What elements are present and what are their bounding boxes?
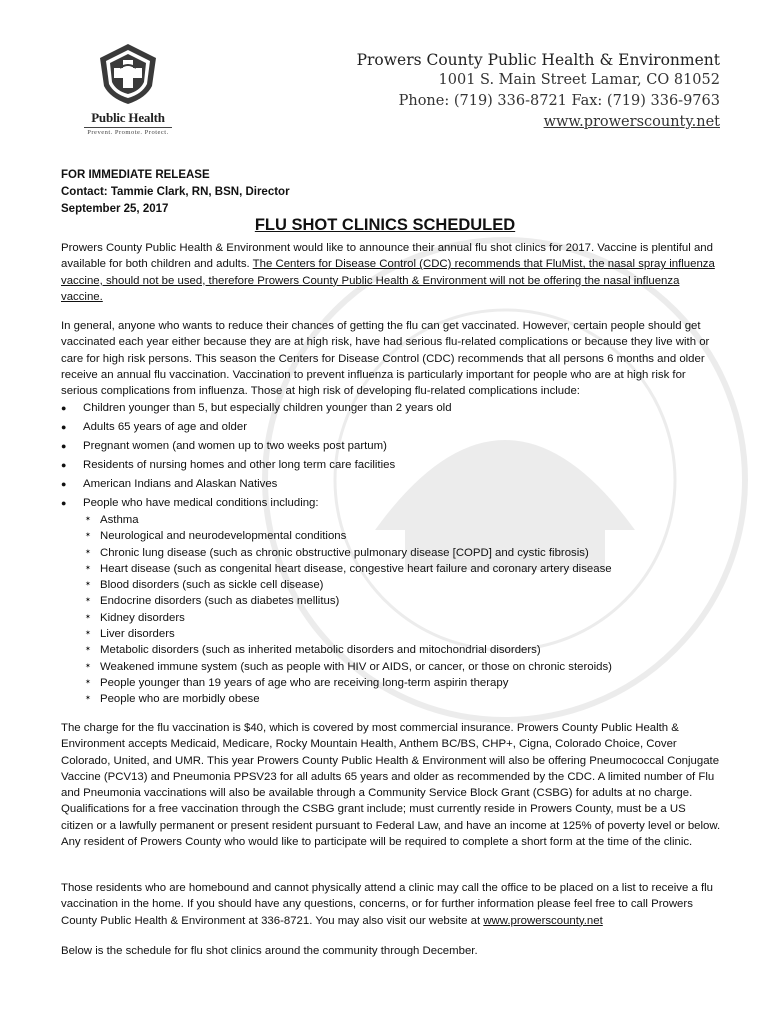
logo-tagline: Prevent. Promote. Protect. (87, 129, 169, 136)
shield-cross-icon (96, 42, 160, 106)
schedule-intro-paragraph (61, 943, 721, 959)
org-phone-fax: Phone: (719) 336-8721 Fax: (719) 336-9763 (398, 93, 720, 109)
release-date: September 25, 2017 (61, 203, 169, 215)
intro-text: Prowers County Public Health & Environment would like to announce their annual flu shot clinics for 2017. Vaccine is plentiful and available for both children and adults. (61, 242, 713, 271)
intro-paragraph (61, 240, 721, 305)
pricing-paragraph (61, 720, 721, 850)
release-contact: Contact: Tammie Clark, RN, BSN, Director (61, 186, 290, 198)
list-item: ✶ Kidney disorders (84, 610, 724, 626)
release-info (61, 167, 290, 218)
list-item: ● Children younger than 5, but especially children younger than 2 years old (61, 399, 721, 418)
risk-intro-paragraph (61, 318, 721, 399)
public-health-logo (78, 42, 178, 136)
website-link[interactable]: www.prowerscounty.net (483, 914, 603, 927)
headline: FLU SHOT CLINICS SCHEDULED (254, 216, 516, 234)
condition-list (84, 512, 724, 708)
org-contact-block (357, 51, 720, 133)
pricing-text: The charge for the flu vaccination is $40, which is covered by most commercial insurance. Prowers County Public Health & Environment accepts Medicaid, Medicare, Rocky Mountain Health, Anthem BC/BS, CHP+, Cigna, Colorado Choice, Cover Colorado, United, and UMR. This year Prowers County Public Health & Environment will also be offering Pneumococcal Conjugate Vaccine (PCV13) and Pneumonia PPSV23 for all adults 65 years and older as recommended by the CDC. A limited number of Flu and Pneumonia vaccinations will also be available through a Community Service Block Grant (CSBG) for adults at no charge. Qualifications for a free vaccination through the CSBG grant include; must currently reside in Prowers County, must be a US citizen or a lawfully permanent or present resident pursuant to Federal Law, and have an income at 125% of poverty level or below. Any resident of Prowers County who would like to participate will be required to complete a short form at the time of the clinic. (61, 722, 721, 849)
risk-groups (61, 399, 721, 513)
list-item: ✶ Weakened immune system (such as people with HIV or AIDS, or cancer, or those on chronic steroids) (84, 659, 724, 675)
list-item: ● American Indians and Alaskan Natives (61, 475, 721, 494)
homebound-text: Those residents who are homebound and cannot physically attend a clinic may call the office to be placed on a list to receive a flu vaccination in the home. If you should have any questions, concerns, or for further information please feel free to call Prowers County Public Health & Environment at 336-8721. You may also visit our website at (61, 882, 713, 927)
list-item: ✶ Asthma (84, 512, 724, 528)
release-label: FOR IMMEDIATE RELEASE (61, 169, 210, 181)
org-address: 1001 S. Main Street Lamar, CO 81052 (438, 72, 720, 88)
list-item: ✶ Chronic lung disease (such as chronic obstructive pulmonary disease [COPD] and cystic fibrosis) (84, 545, 724, 561)
homebound-paragraph (61, 880, 721, 929)
list-item: ✶ Heart disease (such as congenital heart disease, congestive heart failure and coronary artery disease (84, 561, 724, 577)
flumist-notice: The Centers for Disease Control (CDC) recommends that FluMist, the nasal spray influenza vaccine, should not be used, therefore Prowers County Public Health & Environment will not be offering the nasal influenza vaccine. (61, 258, 715, 303)
list-item: ✶ Blood disorders (such as sickle cell disease) (84, 577, 724, 593)
list-item: ● People who have medical conditions including: (61, 494, 721, 513)
risk-group-list (61, 399, 721, 513)
org-name: Prowers County Public Health & Environment (356, 51, 720, 69)
logo-title: Public Health (91, 110, 165, 125)
list-item: ● Adults 65 years of age and older (61, 418, 721, 437)
list-item: ✶ People younger than 19 years of age who are receiving long-term aspirin therapy (84, 675, 724, 691)
list-item: ● Residents of nursing homes and other long term care facilities (61, 456, 721, 475)
logo-divider (84, 127, 172, 128)
schedule-intro-text: Below is the schedule for flu shot clinics around the community through December. (61, 945, 478, 957)
list-item: ✶ Neurological and neurodevelopmental conditions (84, 528, 724, 544)
list-item: ● Pregnant women (and women up to two weeks post partum) (61, 437, 721, 456)
list-item: ✶ Endocrine disorders (such as diabetes mellitus) (84, 593, 724, 609)
medical-conditions (84, 512, 724, 708)
org-website-link[interactable]: www.prowerscounty.net (543, 114, 720, 130)
risk-intro-text: In general, anyone who wants to reduce their chances of getting the flu can get vaccinated. However, certain people should get vaccinated each year either because they are at high risk, have had serious flu-related complications or because they live with or care for high risk persons. This season the Centers for Disease Control (CDC) recommends that all persons 6 months and older receive an annual flu vaccination. Vaccination to prevent influenza is particularly important for people who are at high risk for serious complications from influenza. Those at high risk of developing flu-related complications include: (61, 320, 710, 398)
list-item: ✶ Metabolic disorders (such as inherited metabolic disorders and mitochondrial disorders) (84, 642, 724, 658)
list-item: ✶ People who are morbidly obese (84, 691, 724, 707)
list-item: ✶ Liver disorders (84, 626, 724, 642)
